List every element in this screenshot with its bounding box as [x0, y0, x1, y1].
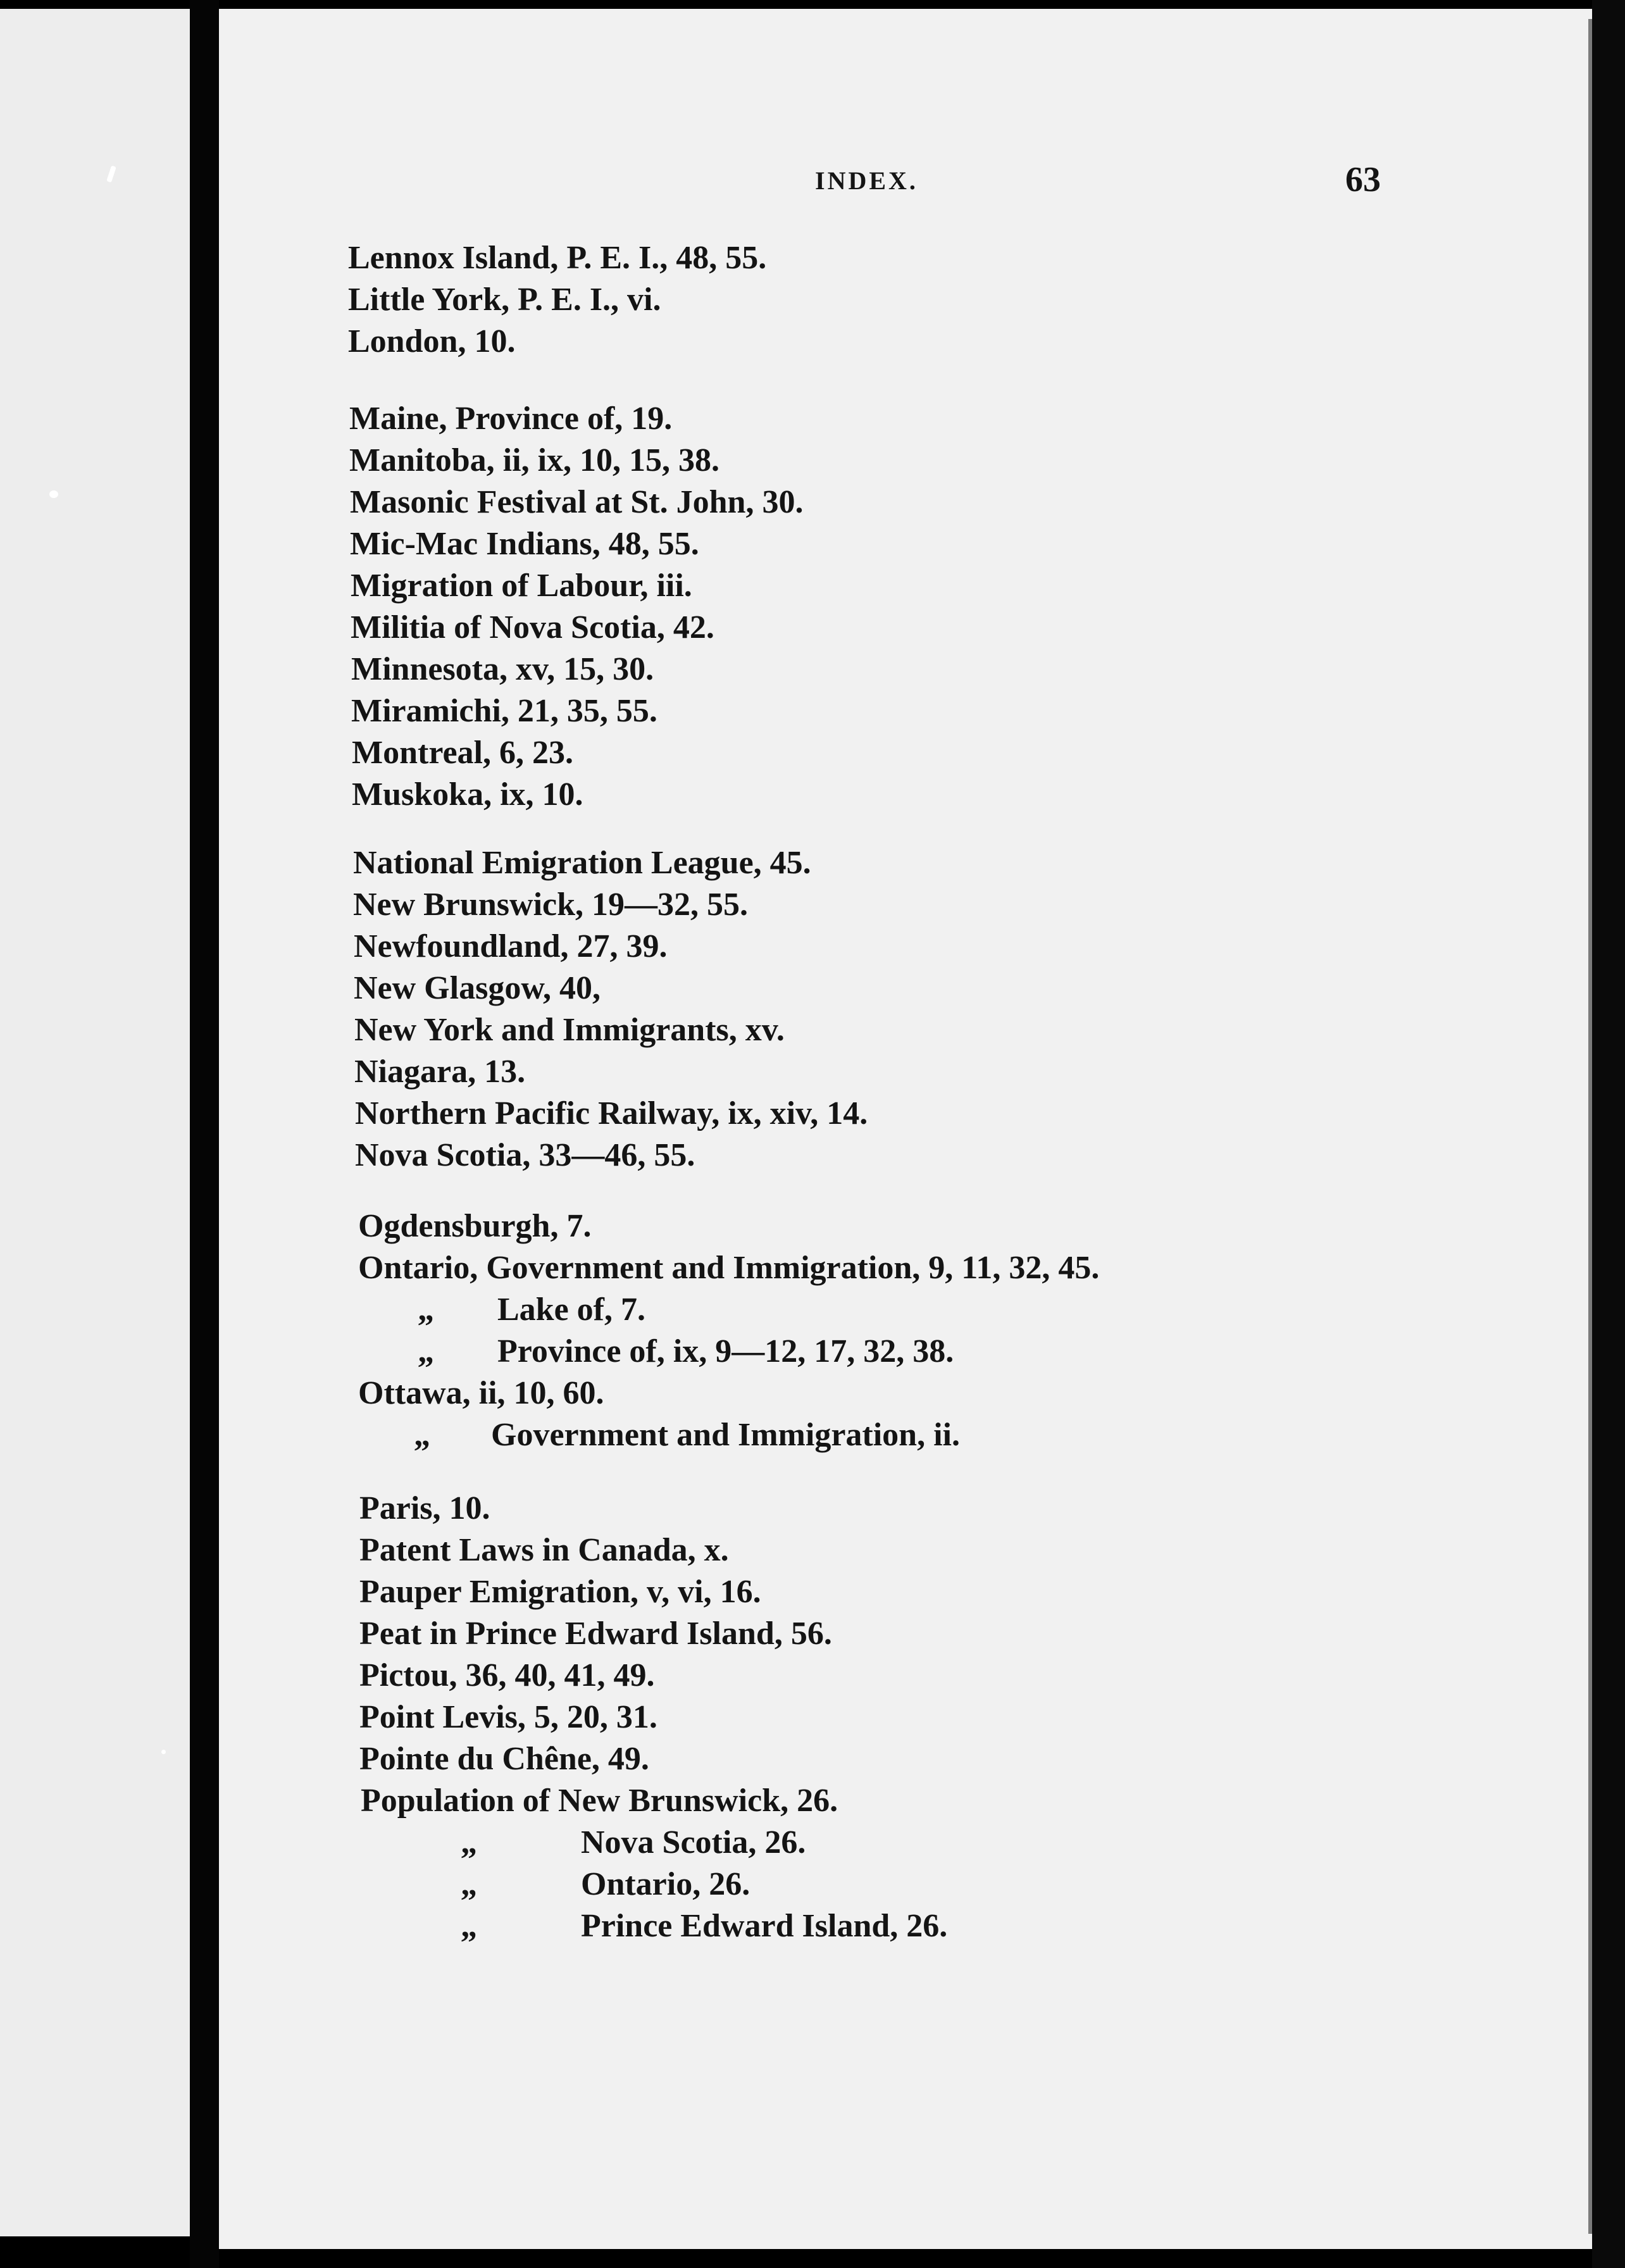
- ditto-mark: „: [461, 1866, 477, 1902]
- index-subentry: „ Lake of, 7.: [418, 1292, 645, 1328]
- scan-speck: [49, 490, 58, 498]
- running-header: INDEX.: [815, 166, 918, 195]
- index-entry: Ogdensburgh, 7.: [358, 1208, 592, 1244]
- index-entry: Mic-Mac Indians, 48, 55.: [350, 526, 699, 562]
- index-entry: Manitoba, ii, ix, 10, 15, 38.: [349, 442, 720, 478]
- index-entry: Maine, Province of, 19.: [349, 401, 673, 437]
- index-entry: Newfoundland, 27, 39.: [354, 928, 668, 964]
- index-entry: New Glasgow, 40,: [354, 970, 601, 1006]
- index-entry: Ottawa, ii, 10, 60.: [358, 1375, 604, 1411]
- index-entry: Point Levis, 5, 20, 31.: [359, 1699, 657, 1735]
- index-entry: London, 10.: [348, 323, 516, 359]
- index-entry: Migration of Labour, iii.: [351, 568, 692, 604]
- right-border: [1592, 0, 1625, 2268]
- index-entry: Muskoka, ix, 10.: [352, 776, 583, 813]
- index-subentry: „ Province of, ix, 9—12, 17, 32, 38.: [418, 1333, 954, 1369]
- ditto-mark: „: [418, 1292, 434, 1328]
- book-gutter: [190, 0, 219, 2268]
- index-entry: Peat in Prince Edward Island, 56.: [359, 1616, 832, 1652]
- index-entry: Pointe du Chêne, 49.: [359, 1741, 649, 1777]
- index-entry: Niagara, 13.: [354, 1054, 526, 1090]
- index-entry: Lennox Island, P. E. I., 48, 55.: [348, 240, 767, 276]
- ditto-mark: „: [414, 1417, 430, 1453]
- index-entry: Paris, 10.: [359, 1490, 490, 1526]
- ditto-mark: „: [461, 1908, 477, 1944]
- index-entry: New York and Immigrants, xv.: [354, 1012, 785, 1048]
- index-entry: Pauper Emigration, v, vi, 16.: [359, 1574, 761, 1610]
- ditto-mark: „: [418, 1333, 434, 1369]
- index-entry: National Emigration League, 45.: [353, 845, 811, 881]
- index-entry: Northern Pacific Railway, ix, xiv, 14.: [355, 1095, 868, 1131]
- index-entry: Minnesota, xv, 15, 30.: [351, 651, 654, 687]
- index-entry: Montreal, 6, 23.: [352, 735, 573, 771]
- index-subentry: „ Nova Scotia, 26.: [461, 1824, 806, 1860]
- index-entry: Little York, P. E. I., vi.: [348, 282, 661, 318]
- facing-page-edge: [0, 9, 190, 2236]
- index-entry: Nova Scotia, 33—46, 55.: [355, 1137, 695, 1173]
- index-entry: Pictou, 36, 40, 41, 49.: [359, 1657, 655, 1693]
- index-entry: Ontario, Government and Immigration, 9, 11, 32, 45.: [358, 1250, 1100, 1286]
- index-entry: Population of New Brunswick, 26.: [361, 1783, 838, 1819]
- index-entry: Militia of Nova Scotia, 42.: [351, 609, 714, 645]
- index-subentry: „ Government and Immigration, ii.: [414, 1417, 960, 1453]
- index-entry: New Brunswick, 19—32, 55.: [353, 887, 749, 923]
- index-entry: Miramichi, 21, 35, 55.: [351, 693, 657, 729]
- index-subentry: „ Ontario, 26.: [461, 1866, 750, 1902]
- ditto-mark: „: [461, 1824, 477, 1860]
- scan-speck: [161, 1750, 166, 1754]
- index-subentry: „ Prince Edward Island, 26.: [461, 1908, 948, 1944]
- index-entry: Patent Laws in Canada, x.: [359, 1532, 729, 1568]
- index-entry: Masonic Festival at St. John, 30.: [350, 484, 804, 520]
- page-number: 63: [1345, 160, 1381, 199]
